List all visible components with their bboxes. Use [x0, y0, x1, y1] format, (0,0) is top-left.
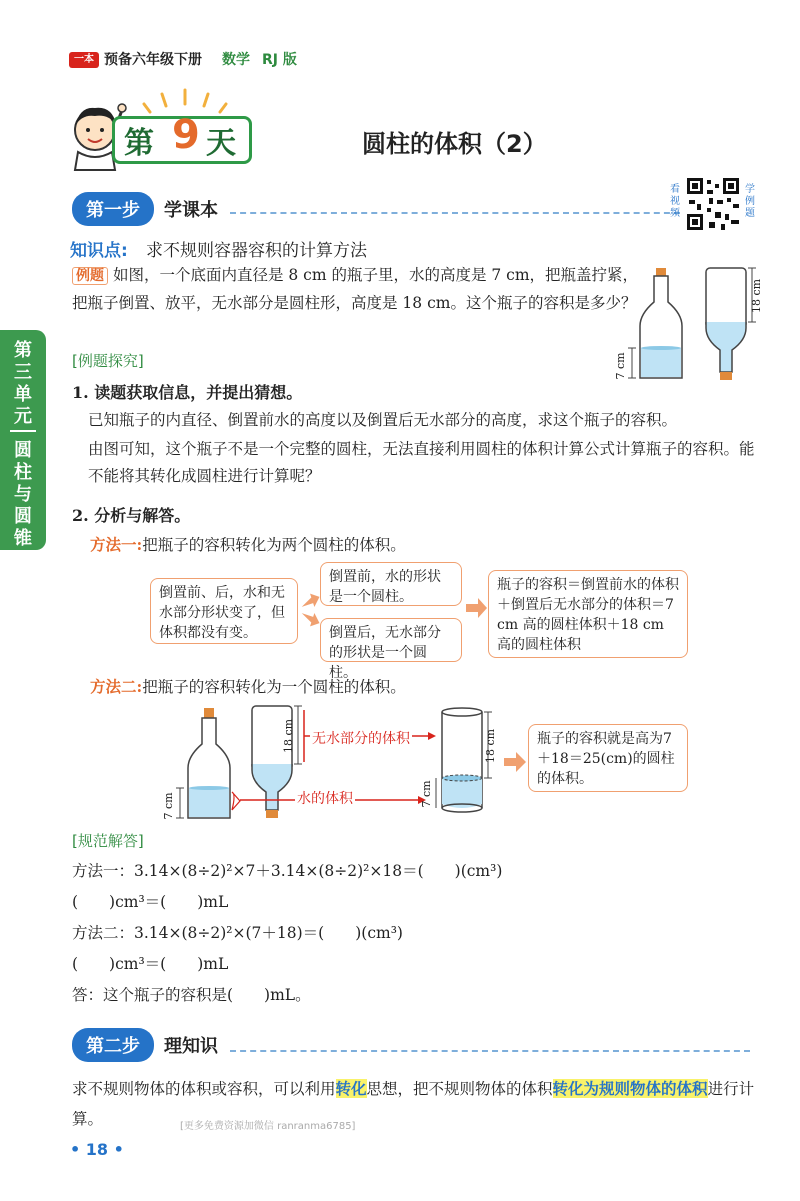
step2-highlight-1: 转化	[335, 1079, 367, 1098]
example-text: 如图，一个底面内直径是 8 cm 的瓶子里，水的高度是 7 cm，把瓶盖拧紧，把瓶子倒置、放平，无水部分是圆柱形，高度是 18 cm。这个瓶子的容积是多少？	[72, 266, 639, 312]
day-suffix: 天	[206, 126, 236, 161]
fig-height-air: 18 cm	[750, 278, 763, 314]
book-title: 预备六年级下册	[104, 52, 202, 68]
qr-right-label: 学例题	[745, 184, 755, 219]
method2-line	[90, 673, 406, 701]
method2-label: 方法二:	[90, 677, 143, 696]
arrow-label-air: 无水部分的体积	[310, 728, 412, 748]
publisher-logo: 一本	[69, 52, 99, 68]
step2-highlight-2: 转化为规则物体的体积	[552, 1079, 708, 1098]
side-tab-topic: 圆柱与圆锥	[14, 440, 32, 549]
explore-heading: [例题探究]	[72, 352, 144, 370]
step-1-p2: 由图可知，这个瓶子不是一个完整的圆柱，无法直接利用圆柱的体积计算公式计算瓶子的容积。能不能将其转化成圆柱进行计算呢？	[88, 440, 755, 485]
fig-height-water: 7 cm	[614, 352, 627, 380]
sun-rays-icon	[140, 86, 230, 114]
step2-text-1: 求不规则物体的体积或容积，可以利用	[72, 1080, 336, 1098]
step2-text-2: 思想，把不规则物体的体积	[366, 1080, 553, 1098]
method1-box-top: 倒置前，水的形状是一个圆柱。	[320, 562, 462, 606]
step1-divider	[230, 212, 680, 214]
method1-box-bottom: 倒置后，无水部分的形状是一个圆柱。	[320, 618, 462, 662]
step2-pill: 第二步	[72, 1028, 154, 1062]
side-tab-divider	[10, 430, 36, 432]
cyl-height-water: 7 cm	[420, 780, 433, 808]
knowledge-text: 求不规则容器容积的计算方法	[146, 241, 367, 261]
method1-text: 把瓶子的容积转化为两个圆柱的体积。	[142, 536, 406, 554]
edition-label: RJ 版	[262, 52, 297, 68]
step2-text-3: 进行计算。	[72, 1080, 755, 1128]
qr-code-icon[interactable]	[685, 176, 741, 232]
arrow-label-water: 水的体积	[295, 788, 355, 808]
example-badge: 例题	[72, 267, 108, 285]
step1-pill: 第一步	[72, 192, 154, 226]
m2-height-water: 7 cm	[162, 792, 175, 820]
solution-answer: 答：这个瓶子的容积是( )mL。	[72, 986, 311, 1004]
step-1-p1: 已知瓶子的内直径、倒置前水的高度以及倒置后无水部分的高度，求这个瓶子的容积。	[88, 411, 678, 429]
step-1-title: 1. 读题获取信息，并提出猜想。	[72, 383, 303, 402]
day-number: 9	[172, 112, 200, 158]
method1-arrows	[298, 580, 488, 640]
step-2-title: 2. 分析与解答。	[72, 506, 191, 525]
solution-line-3: 方法二：3.14×(8÷2)²×(7＋18)＝( )(cm³)	[72, 924, 403, 942]
method1-box-result: 瓶子的容积＝倒置前水的体积＋倒置后无水部分的体积＝7 cm 高的圆柱体积＋18 cm 高的圆柱体积	[488, 570, 688, 658]
step2-divider	[230, 1050, 750, 1052]
page-number: • 18 •	[70, 1140, 124, 1159]
method1-line	[90, 531, 406, 559]
day-prefix: 第	[124, 126, 154, 161]
solution-line-1: 方法一：3.14×(8÷2)²×7＋3.14×(8÷2)²×18＝( )(cm³)	[72, 862, 503, 880]
step1-title: 学课本	[164, 200, 218, 221]
lesson-title: 圆柱的体积（2）	[362, 130, 547, 158]
method2-text: 把瓶子的容积转化为一个圆柱的体积。	[142, 678, 406, 696]
m2-height-air: 18 cm	[282, 718, 295, 754]
step2-title: 理知识	[164, 1036, 218, 1057]
method2-box-result: 瓶子的容积就是高为7＋18＝25(cm)的圆柱的体积。	[528, 724, 688, 792]
qr-left-label: 看视频	[670, 184, 680, 219]
subject-label: 数学	[222, 52, 250, 68]
m2-result-arrow	[502, 752, 528, 772]
cyl-height-air: 18 cm	[484, 728, 497, 764]
knowledge-label: 知识点:	[70, 241, 128, 261]
example-paragraph	[72, 262, 642, 317]
watermark-text: [更多免费资源加微信 ranranma6785]	[180, 1121, 356, 1132]
solution-line-4: ( )cm³＝( )mL	[72, 955, 229, 973]
solution-line-2: ( )cm³＝( )mL	[72, 893, 229, 911]
solution-heading: [规范解答]	[72, 832, 144, 850]
method1-label: 方法一:	[90, 535, 143, 554]
side-tab-unit: 第三单元	[14, 340, 32, 427]
step2-paragraph	[72, 1074, 762, 1134]
method1-box-left: 倒置前、后，水和无水部分形状变了，但体积都没有变。	[150, 578, 298, 644]
bottle-figure	[610, 262, 763, 387]
